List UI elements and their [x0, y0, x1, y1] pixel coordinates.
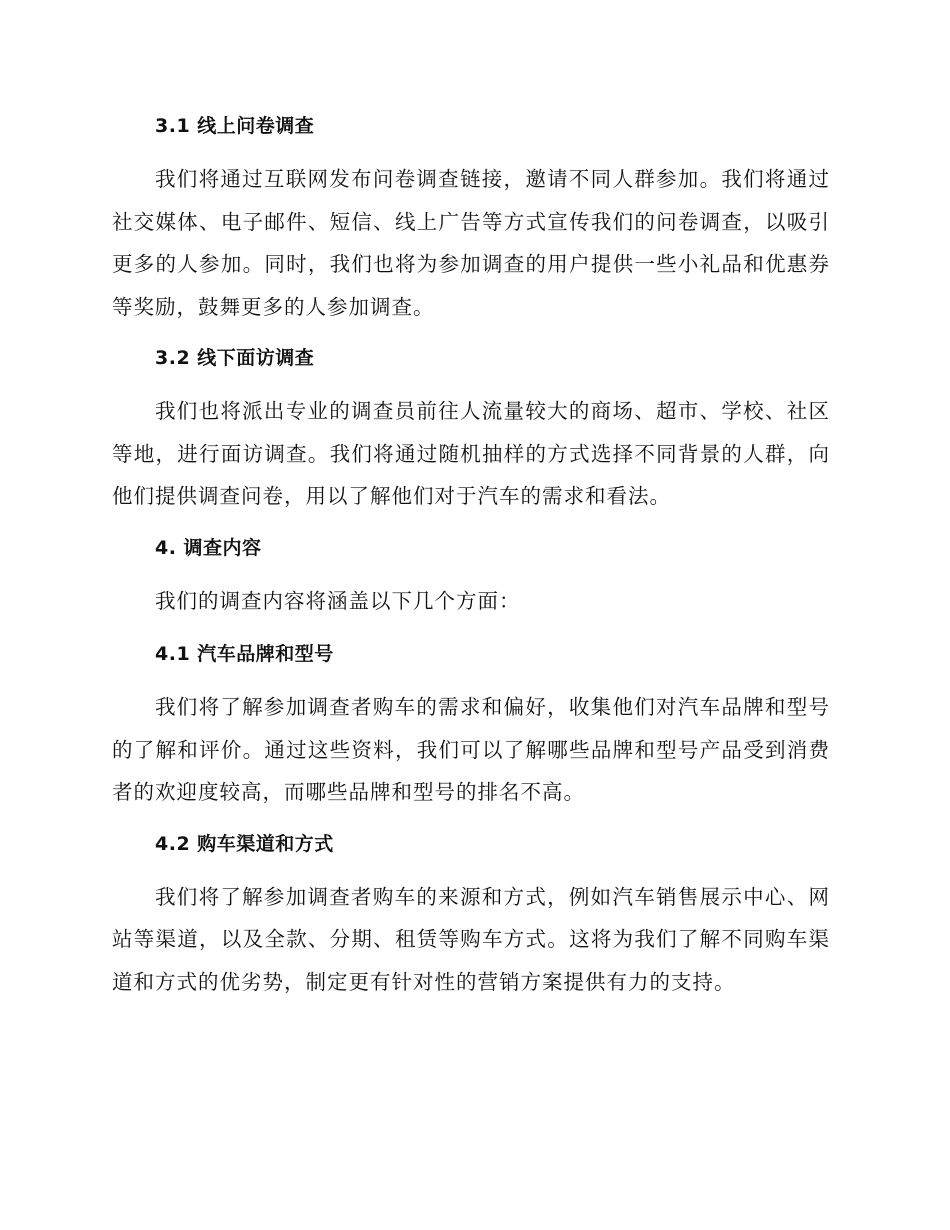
section-heading-3-1: 3.1 线上问卷调查 [155, 115, 315, 137]
section-heading-4: 4. 调查内容 [155, 536, 262, 559]
section-paragraph-3-1: 我们将通过互联网发布问卷调查链接，邀请不同人群参加。我们将通过社交媒体、电子邮件、短信、线上广告等方式宣传我们的问卷调查，以吸引更多的人参加。同时，我们也将为参加调查的用户提供一些小礼品和优惠券等奖励，鼓舞更多的人参加调查。 [112, 167, 830, 319]
section-heading-3-2: 3.2 线下面访调查 [155, 347, 315, 369]
section-paragraph-4-2: 我们将了解参加调查者购车的来源和方式，例如汽车销售展示中心、网站等渠道，以及全款、分期、租赁等购车方式。这将为我们了解不同购车渠道和方式的优劣势，制定更有针对性的营销方案提供有力的支持。 [112, 884, 830, 994]
document-body [112, 108, 830, 1015]
section-heading-4-2: 4.2 购车渠道和方式 [155, 832, 334, 855]
section-heading-4-1: 4.1 汽车品牌和型号 [155, 643, 334, 665]
section-paragraph-4-1: 我们将了解参加调查者购车的需求和偏好，收集他们对汽车品牌和型号的了解和评价。通过这些资料，我们可以了解哪些品牌和型号产品受到消费者的欢迎度较高，而哪些品牌和型号的排名不高。 [112, 695, 830, 804]
section-paragraph-4: 我们的调查内容将涵盖以下几个方面： [155, 588, 521, 613]
section-paragraph-3-2: 我们也将派出专业的调查员前往人流量较大的商场、超市、学校、社区等地，进行面访调查。我们将通过随机抽样的方式选择不同背景的人群，向他们提供调查问卷，用以了解他们对于汽车的需求和看法。 [112, 399, 830, 508]
